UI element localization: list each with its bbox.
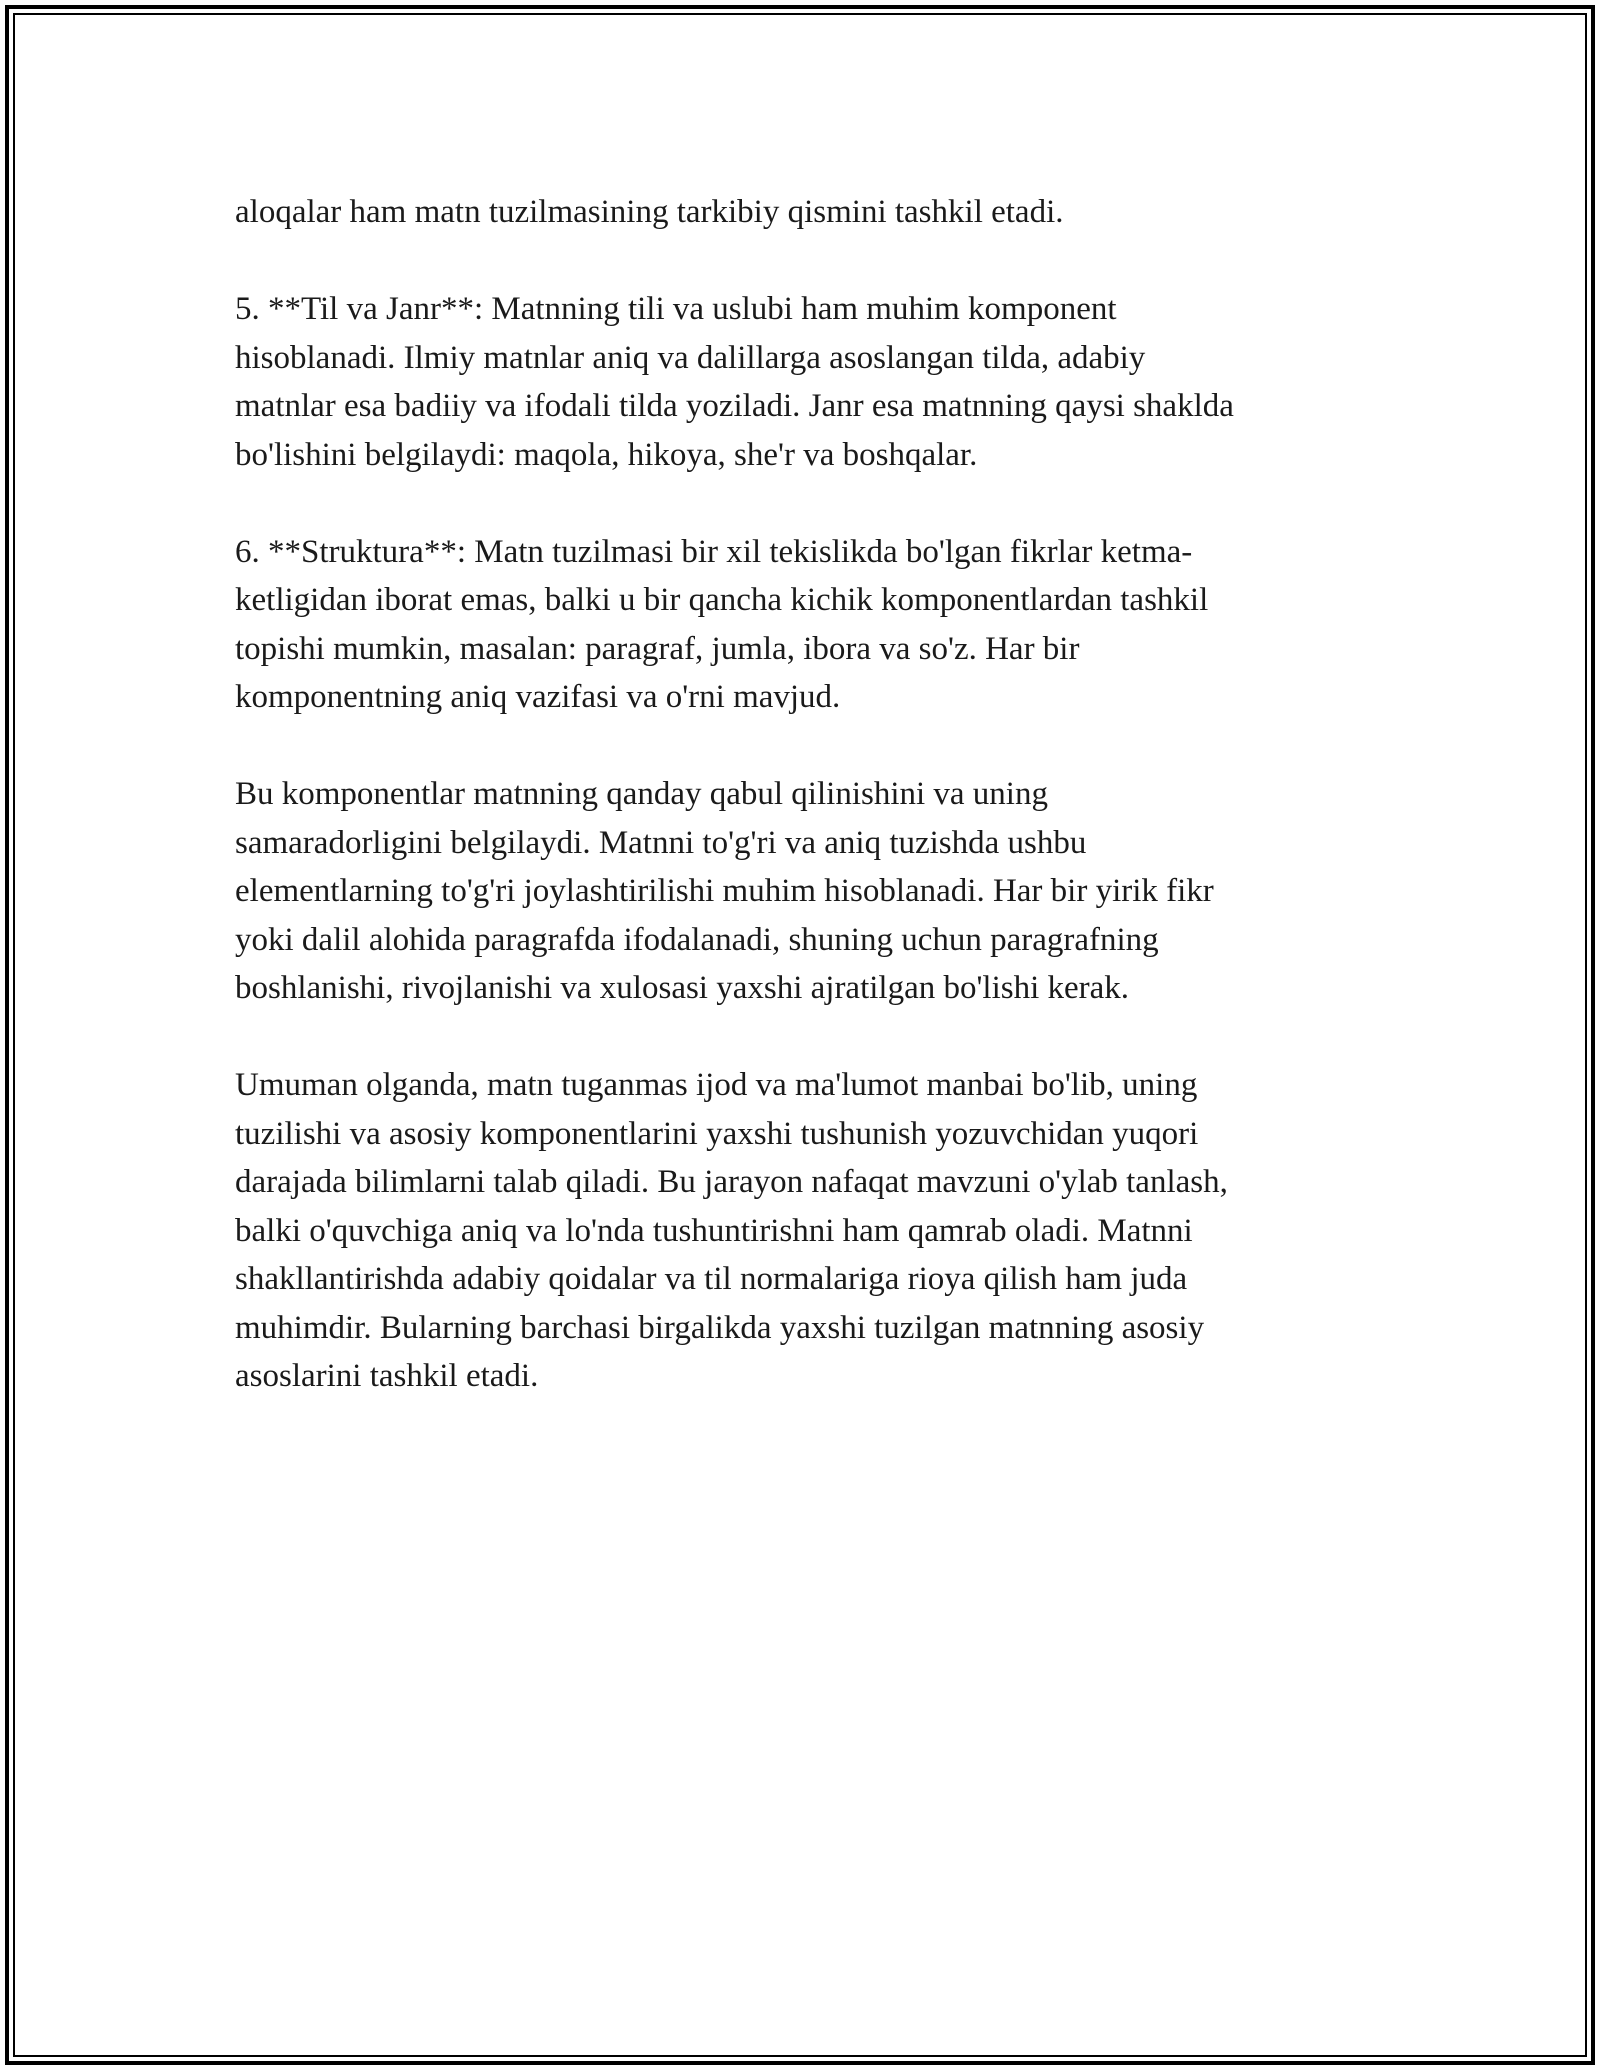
paragraph-continuation: aloqalar ham matn tuzilmasining tarkibiy qismini tashkil etadi. [235,194,1064,230]
paragraph-komponentlar: Bu komponentlar matnning qanday qabul qilinishini va uning samaradorligini belgilaydi. Matnni to'g'ri va aniq tuzishda ushbu elementlarning to'g'ri joylashtirilishi muhim hisoblanadi. Har bir yirik fikr yoki dalil alohida paragrafda ifodalanadi, shuning uchun paragrafning boshlanishi, rivojlanishi va xulosasi yaxshi ajratilgan bo'lishi kerak. [235,776,1214,1006]
paragraph-conclusion: Umuman olganda, matn tuganmas ijod va ma'lumot manbai bo'lib, uning tuzilishi va asosiy komponentlarini yaxshi tushunish yozuvchidan yuqori darajada bilimlarni talab qiladi. Bu jarayon nafaqat mavzuni o'ylab tanlash, balki o'quvchiga aniq va lo'nda tushuntirishni ham qamrab oladi. Matnni shakllantirishda adabiy qoidalar va til normalariga rioya qilish ham juda muhimdir. Bularning barchasi birgalikda yaxshi tuzilgan matnning asosiy asoslarini tashkil etadi. [235,1067,1228,1394]
document-body [235,188,1365,1449]
paragraph-til-va-janr: 5. **Til va Janr**: Matnning tili va uslubi ham muhim komponent hisoblanadi. Ilmiy matnlar aniq va dalillarga asoslangan tilda, adabiy matnlar esa badiiy va ifodali tilda yoziladi. Janr esa matnning qaysi shaklda bo'lishini belgilaydi: maqola, hikoya, she'r va boshqalar. [235,291,1234,473]
paragraph-struktura: 6. **Struktura**: Matn tuzilmasi bir xil tekislikda bo'lgan fikrlar ketma- ketligidan iborat emas, balki u bir qancha kichik komponentlardan tashkil topishi mumkin, masalan: paragraf, jumla, ibora va so'z. Har bir komponentning aniq vazifasi va o'rni mavjud. [235,533,1209,715]
